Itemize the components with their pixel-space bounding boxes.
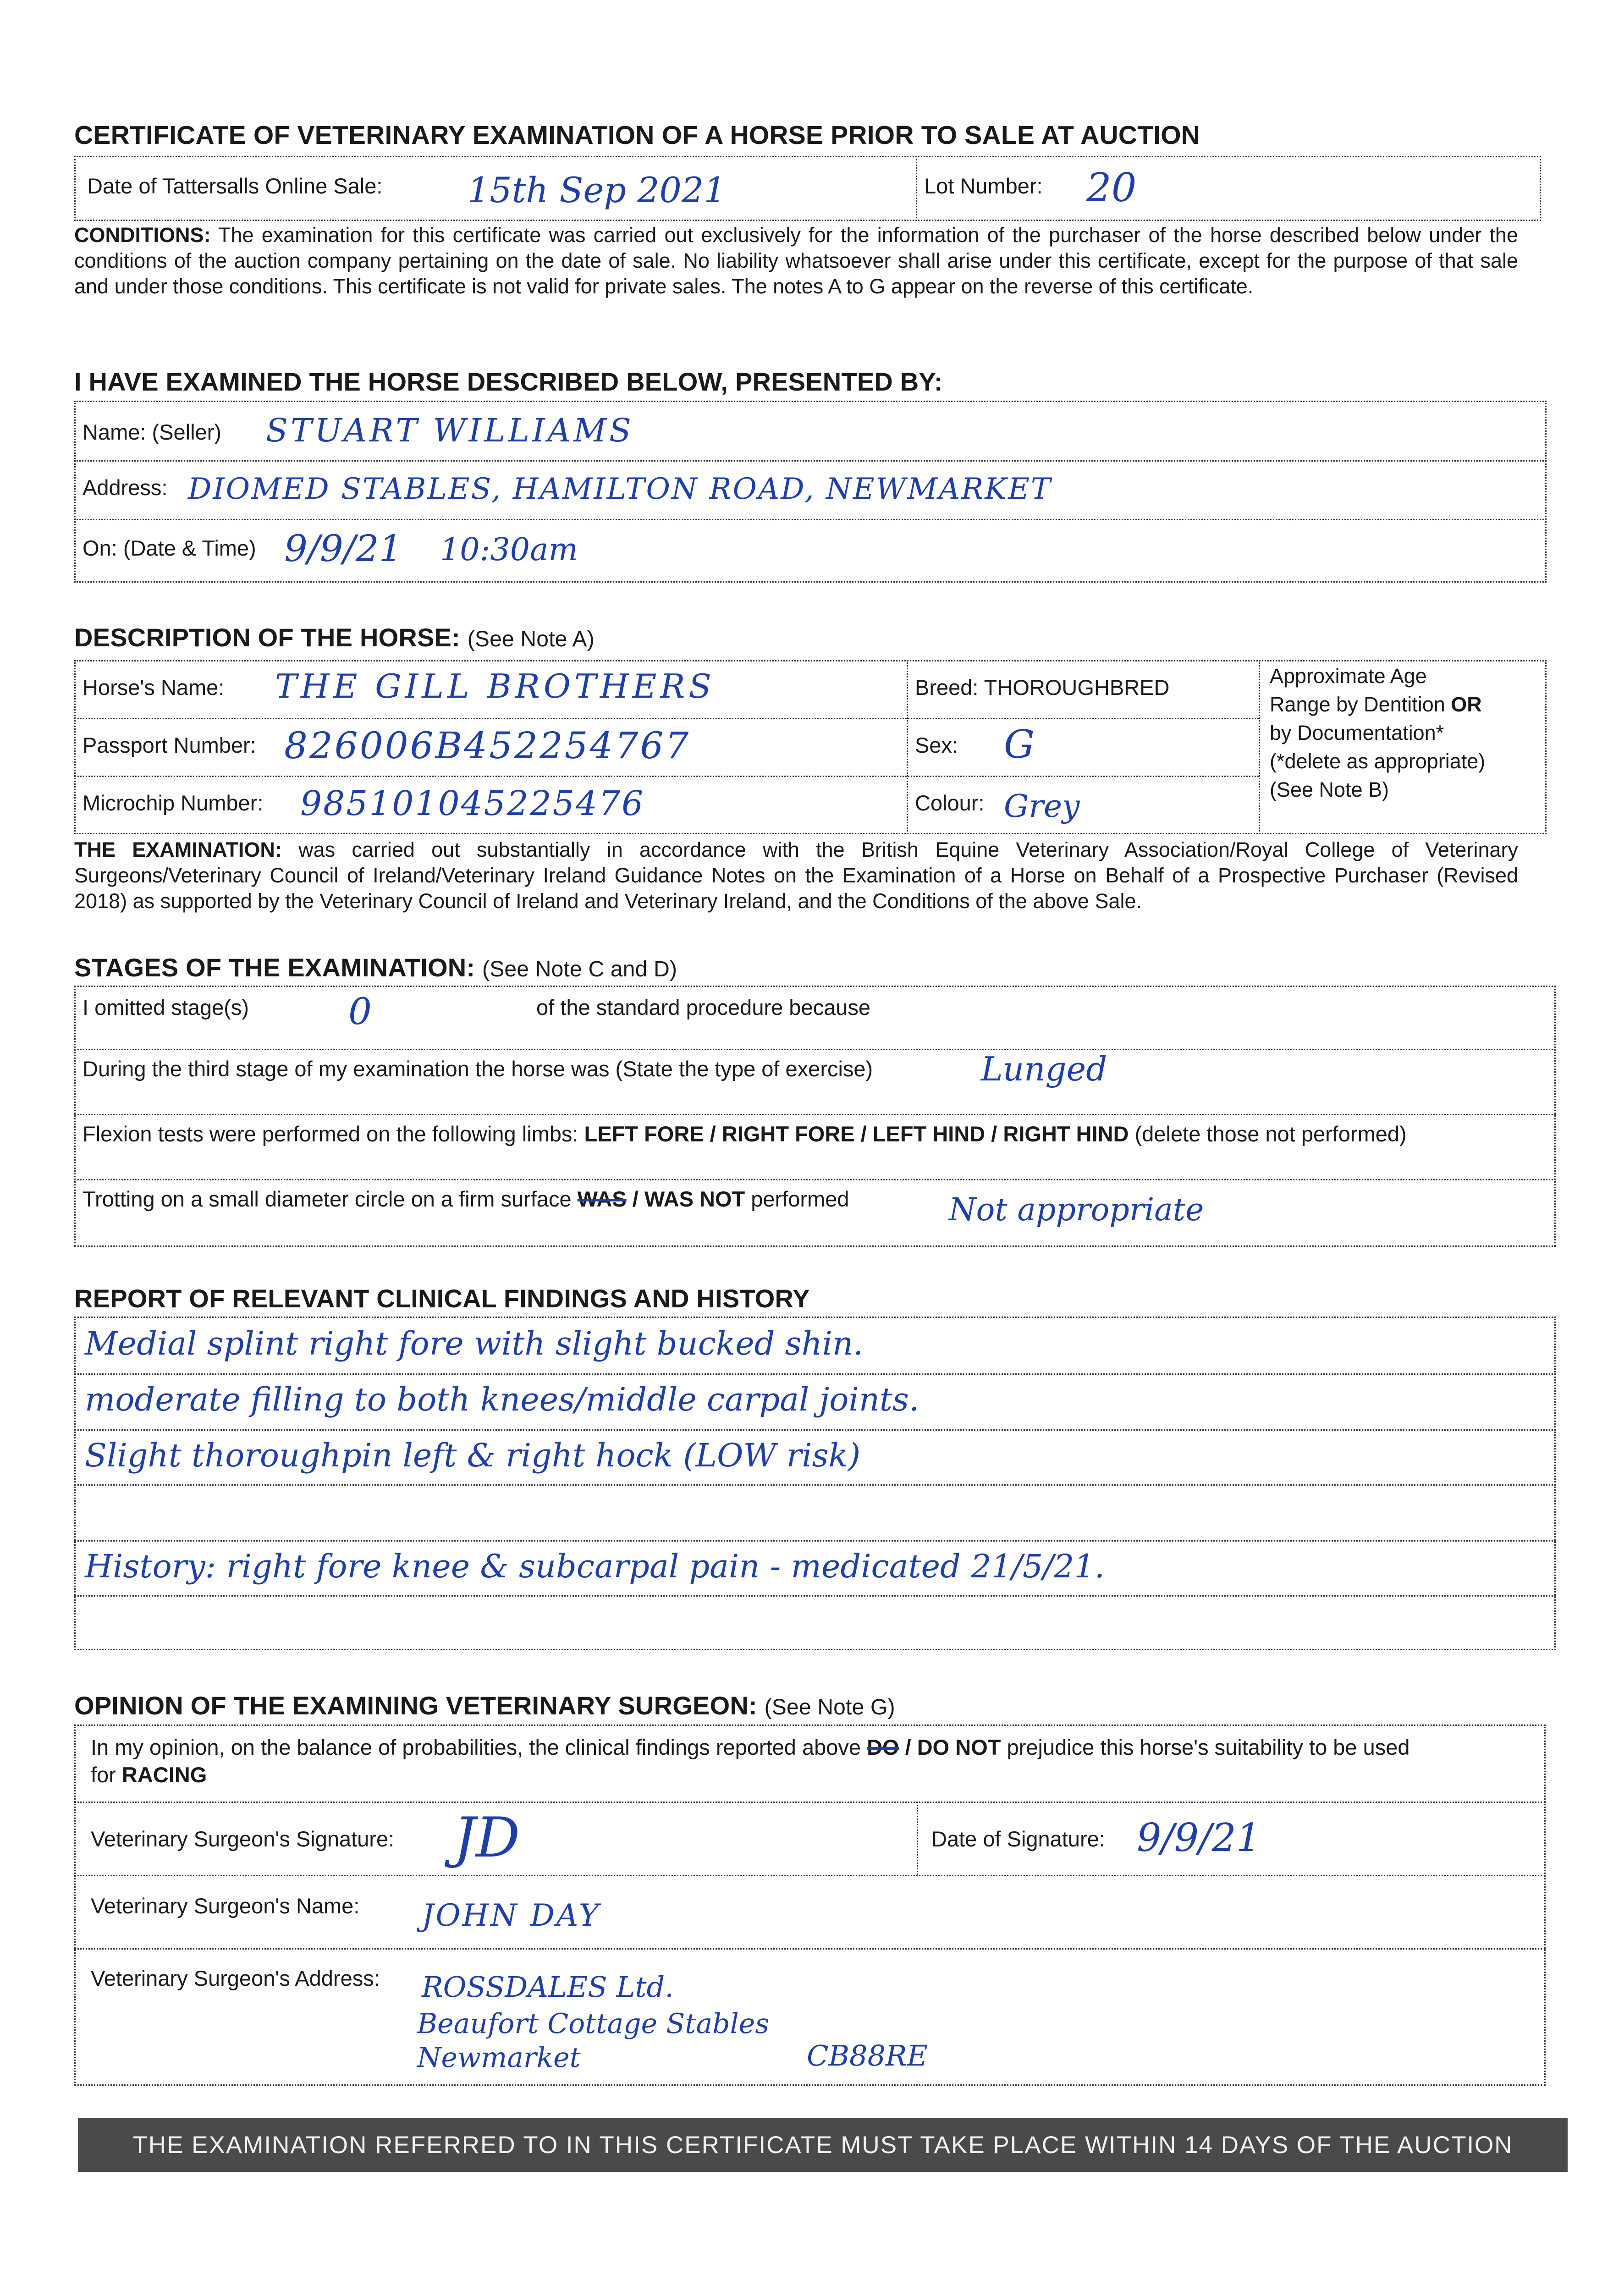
flexion-tests-row [83, 1121, 1407, 1146]
opinion-prefix: In my opinion, on the balance of probabilities, the clinical findings reported above [91, 1735, 867, 1759]
description-heading-note: (See Note A) [467, 627, 595, 651]
certificate-title: CERTIFICATE OF VETERINARY EXAMINATION OF A HORSE PRIOR TO SALE AT AUCTION [74, 121, 1200, 150]
flexion-prefix: Flexion tests were performed on the following limbs: [83, 1122, 584, 1146]
opinion-do-not: / DO NOT [899, 1735, 1001, 1759]
colour-label: Colour: [915, 791, 985, 815]
trotting-suffix: performed [745, 1187, 849, 1211]
sex-label: Sex: [915, 733, 958, 757]
conditions-paragraph [74, 222, 1518, 299]
microchip-number-label: Microchip Number: [83, 791, 264, 815]
exam-time-value[interactable]: 10:30am [440, 532, 578, 568]
report-heading: REPORT OF RELEVANT CLINICAL FINDINGS AND HISTORY [74, 1284, 810, 1313]
opinion-heading [74, 1691, 895, 1720]
examination-label: THE EXAMINATION: [74, 838, 282, 861]
signature-label: Veterinary Surgeon's Signature: [91, 1827, 395, 1851]
sex-value[interactable]: G [1004, 722, 1035, 767]
stages-heading-text: STAGES OF THE EXAMINATION: [74, 953, 475, 982]
sale-date-label: Date of Tattersalls Online Sale: [87, 174, 383, 198]
conditions-label: CONDITIONS: [74, 223, 211, 247]
vet-address-label: Veterinary Surgeon's Address: [91, 1966, 380, 1990]
sale-date-value[interactable]: 15th Sep 2021 [468, 170, 726, 210]
vet-address-postcode[interactable]: CB88RE [807, 2039, 928, 2072]
vet-name-value[interactable]: JOHN DAY [422, 1898, 601, 1933]
presented-by-row-line [74, 460, 1547, 462]
examination-text: was carried out substantially in accordance with the British Equine Veterinary Association/Royal College of Veterinary Surgeons/Veterinary Council of Ireland/Veterinary Ireland Guidance Notes on the Examination of a Horse on Behalf of a Prospective Purchaser (Revised 2018) as supported by the Veterinary Council of Ireland and Veterinary Ireland, and the Conditions of the above Sale. [74, 838, 1518, 913]
trotting-was-not: / WAS NOT [626, 1187, 745, 1211]
report-line-1[interactable]: Medial splint right fore with slight bucked shin. [85, 1325, 864, 1362]
age-line-2-or: OR [1451, 693, 1482, 716]
opinion-suffix: prejudice this horse's suitability to be used [1001, 1735, 1410, 1759]
report-row-line [74, 1595, 1556, 1597]
seller-name-value[interactable]: STUART WILLIAMS [266, 412, 634, 449]
third-stage-value[interactable]: Lunged [981, 1050, 1107, 1088]
age-line-2 [1270, 690, 1485, 719]
passport-number-value[interactable]: 826006B452254767 [284, 724, 691, 767]
report-line-2[interactable]: moderate filling to both knees/middle carpal joints. [85, 1381, 919, 1418]
signature-value[interactable]: JD [454, 1806, 520, 1870]
age-line-1: Approximate Age [1270, 664, 1427, 688]
stages-heading-note: (See Note C and D) [482, 957, 677, 981]
breed-label: Breed: THOROUGHBRED [915, 675, 1170, 700]
approximate-age-box [1270, 662, 1485, 804]
date-of-signature-label: Date of Signature: [931, 1827, 1105, 1851]
seller-address-label: Address: [83, 475, 168, 500]
trotting-prefix: Trotting on a small diameter circle on a firm surface [83, 1187, 578, 1211]
trotting-was-struck: WAS [577, 1187, 627, 1211]
age-line-2-text: Range by Dentition [1270, 693, 1451, 716]
lot-number-value[interactable]: 20 [1086, 165, 1137, 211]
horse-name-label: Horse's Name: [83, 675, 225, 700]
report-row-line [74, 1484, 1556, 1486]
conditions-text: The examination for this certificate was carried out exclusively for the information of the purchaser of the horse described below under the conditions of the auction company pertaining on the date of sale. No liability whatsoever shall arise under this certificate, except for the purpose of that sale and under those conditions. This certificate is not valid for private sales. The notes A to G appear on the reverse of this certificate. [74, 223, 1518, 298]
opinion-text-line-1 [91, 1735, 1410, 1760]
footer-banner: THE EXAMINATION REFERRED TO IN THIS CERTIFICATE MUST TAKE PLACE WITHIN 14 DAYS OF THE AUCTION [78, 2118, 1568, 2172]
opinion-text-line-2 [91, 1762, 207, 1787]
stages-row-line [74, 1114, 1556, 1115]
trotting-value[interactable]: Not appropriate [949, 1192, 1204, 1228]
vet-address-line-3[interactable]: Newmarket [417, 2042, 581, 2074]
presented-by-heading: I HAVE EXAMINED THE HORSE DESCRIBED BELOW, PRESENTED BY: [74, 367, 943, 396]
age-line-3: by Documentation* [1270, 721, 1444, 744]
flexion-suffix: (delete those not performed) [1129, 1122, 1407, 1146]
description-divider [907, 660, 908, 834]
description-row-line [74, 776, 1259, 777]
opinion-do-struck: DO [867, 1735, 899, 1759]
examination-paragraph [74, 837, 1518, 914]
vet-address-line-1[interactable]: ROSSDALES Ltd. [422, 1970, 674, 2004]
exam-date-value[interactable]: 9/9/21 [284, 527, 402, 570]
opinion-heading-text: OPINION OF THE EXAMINING VETERINARY SURGEON: [74, 1691, 757, 1720]
microchip-number-value[interactable]: 985101045225476 [300, 784, 645, 823]
seller-address-value[interactable]: DIOMED STABLES, HAMILTON ROAD, NEWMARKET [188, 472, 1052, 506]
opinion-divider [917, 1802, 918, 1875]
description-row-line [74, 718, 1259, 719]
age-line-5: (See Note B) [1270, 778, 1389, 801]
passport-number-label: Passport Number: [83, 733, 256, 757]
horse-name-value[interactable]: THE GILL BROTHERS [275, 667, 715, 705]
opinion-racing: RACING [121, 1763, 207, 1787]
omitted-stages-label: I omitted stage(s) [83, 995, 249, 1019]
description-heading [74, 623, 595, 652]
opinion-row-line [74, 1948, 1546, 1950]
colour-value[interactable]: Grey [1004, 788, 1080, 825]
opinion-row-line [74, 1875, 1546, 1876]
sale-divider [916, 156, 917, 221]
age-line-4: (*delete as appropriate) [1270, 749, 1486, 773]
report-row-line [74, 1373, 1556, 1375]
report-line-5[interactable]: History: right fore knee & subcarpal pain - medicated 21/5/21. [85, 1548, 1105, 1585]
report-box [74, 1317, 1556, 1650]
stages-heading [74, 953, 677, 982]
description-divider [1259, 660, 1260, 834]
opinion-row-line [74, 1802, 1546, 1803]
vet-address-line-2[interactable]: Beaufort Cottage Stables [417, 2008, 770, 2040]
date-of-signature-value[interactable]: 9/9/21 [1137, 1815, 1261, 1860]
flexion-limbs: LEFT FORE / RIGHT FORE / LEFT HIND / RIGHT HIND [584, 1122, 1129, 1146]
omitted-stages-suffix: of the standard procedure because [536, 995, 871, 1019]
omitted-stages-value[interactable]: 0 [348, 990, 372, 1033]
stages-row-line [74, 1179, 1556, 1180]
report-row-line [74, 1540, 1556, 1542]
third-stage-label: During the third stage of my examination the horse was (State the type of exercise) [83, 1057, 873, 1081]
presented-by-row-line [74, 519, 1547, 520]
opinion-for: for [91, 1763, 122, 1787]
seller-name-label: Name: (Seller) [83, 420, 221, 444]
opinion-heading-note: (See Note G) [764, 1695, 895, 1719]
report-row-line [74, 1429, 1556, 1431]
vet-name-label: Veterinary Surgeon's Name: [91, 1894, 360, 1918]
stages-row-line [74, 1049, 1556, 1050]
lot-number-label: Lot Number: [924, 174, 1043, 198]
description-heading-text: DESCRIPTION OF THE HORSE: [74, 623, 460, 652]
exam-date-time-label: On: (Date & Time) [83, 536, 256, 560]
trotting-row [83, 1186, 849, 1212]
report-line-3[interactable]: Slight thoroughpin left & right hock (LOW risk) [85, 1437, 861, 1474]
